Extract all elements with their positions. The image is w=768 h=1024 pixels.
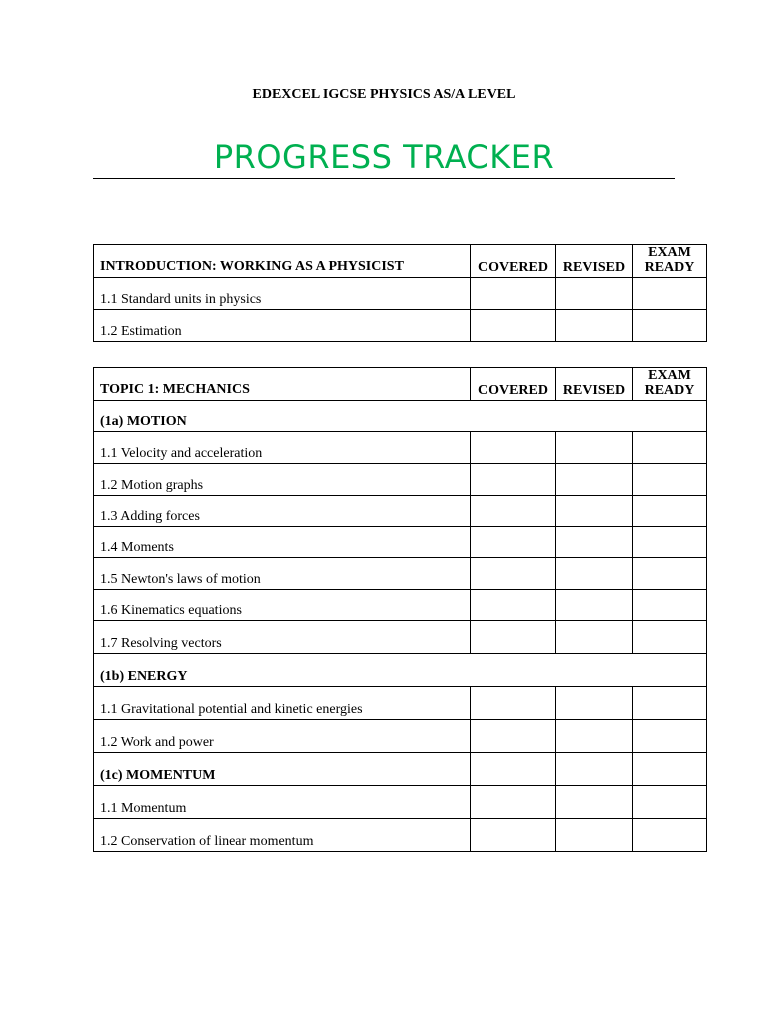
exam-ready-cell[interactable] xyxy=(633,527,707,558)
revised-cell[interactable] xyxy=(556,786,633,819)
row-label: 1.4 Moments xyxy=(94,527,471,558)
table-row xyxy=(94,464,707,496)
exam-ready-header: EXAM READY xyxy=(633,368,707,401)
table-row xyxy=(94,310,707,342)
row-label: 1.6 Kinematics equations xyxy=(94,590,471,621)
exam-ready-cell[interactable] xyxy=(633,310,707,342)
row-label: 1.1 Velocity and acceleration xyxy=(94,432,471,464)
table-row xyxy=(94,687,707,720)
table-row xyxy=(94,432,707,464)
covered-cell[interactable] xyxy=(471,558,556,590)
section-label-momentum: (1c) MOMENTUM xyxy=(94,753,471,786)
revised-cell[interactable] xyxy=(556,432,633,464)
row-label: 1.1 Momentum xyxy=(94,786,471,819)
topic1-tracker-table xyxy=(93,367,707,852)
covered-cell[interactable] xyxy=(471,278,556,310)
section-row-momentum xyxy=(94,753,707,786)
revised-cell[interactable] xyxy=(556,590,633,621)
exam-ready-cell[interactable] xyxy=(633,687,707,720)
covered-cell[interactable] xyxy=(471,527,556,558)
revised-cell[interactable] xyxy=(556,687,633,720)
title-underline xyxy=(93,178,675,179)
table-header-row xyxy=(94,368,707,401)
table-row xyxy=(94,720,707,753)
section-row-energy xyxy=(94,654,707,687)
table-row xyxy=(94,590,707,621)
revised-cell[interactable] xyxy=(556,558,633,590)
topic1-heading: TOPIC 1: MECHANICS xyxy=(94,368,471,401)
exam-ready-cell[interactable] xyxy=(633,819,707,852)
exam-ready-cell[interactable] xyxy=(633,786,707,819)
row-label: 1.1 Gravitational potential and kinetic energies xyxy=(94,687,471,720)
covered-cell[interactable] xyxy=(471,753,556,786)
table-row xyxy=(94,621,707,654)
section-label-energy: (1b) ENERGY xyxy=(94,654,707,687)
exam-ready-cell[interactable] xyxy=(633,432,707,464)
revised-cell[interactable] xyxy=(556,720,633,753)
covered-cell[interactable] xyxy=(471,786,556,819)
exam-ready-cell[interactable] xyxy=(633,464,707,496)
revised-header: REVISED xyxy=(556,245,633,278)
exam-ready-cell[interactable] xyxy=(633,558,707,590)
revised-cell[interactable] xyxy=(556,310,633,342)
covered-cell[interactable] xyxy=(471,590,556,621)
revised-cell[interactable] xyxy=(556,496,633,527)
covered-cell[interactable] xyxy=(471,496,556,527)
covered-cell[interactable] xyxy=(471,432,556,464)
table-row xyxy=(94,496,707,527)
exam-ready-cell[interactable] xyxy=(633,590,707,621)
table-header-row xyxy=(94,245,707,278)
table-row xyxy=(94,786,707,819)
row-label: 1.2 Conservation of linear momentum xyxy=(94,819,471,852)
revised-cell[interactable] xyxy=(556,819,633,852)
table-row xyxy=(94,558,707,590)
revised-cell[interactable] xyxy=(556,621,633,654)
table-row xyxy=(94,527,707,558)
covered-cell[interactable] xyxy=(471,687,556,720)
section-row-motion xyxy=(94,401,707,432)
exam-ready-cell[interactable] xyxy=(633,278,707,310)
row-label: 1.5 Newton's laws of motion xyxy=(94,558,471,590)
revised-cell[interactable] xyxy=(556,753,633,786)
document-subtitle: EDEXCEL IGCSE PHYSICS AS/A LEVEL xyxy=(252,87,516,102)
covered-cell[interactable] xyxy=(471,720,556,753)
section-label-motion: (1a) MOTION xyxy=(94,401,707,432)
table-row xyxy=(94,278,707,310)
row-label: 1.7 Resolving vectors xyxy=(94,621,471,654)
revised-cell[interactable] xyxy=(556,527,633,558)
intro-tracker-table xyxy=(93,244,707,342)
revised-cell[interactable] xyxy=(556,278,633,310)
row-label: 1.2 Motion graphs xyxy=(94,464,471,496)
intro-heading: INTRODUCTION: WORKING AS A PHYSICIST xyxy=(94,245,471,278)
table-row xyxy=(94,819,707,852)
revised-cell[interactable] xyxy=(556,464,633,496)
covered-cell[interactable] xyxy=(471,464,556,496)
exam-ready-cell[interactable] xyxy=(633,496,707,527)
row-label: 1.2 Work and power xyxy=(94,720,471,753)
covered-header: COVERED xyxy=(471,368,556,401)
exam-ready-cell[interactable] xyxy=(633,720,707,753)
covered-header: COVERED xyxy=(471,245,556,278)
row-label: 1.3 Adding forces xyxy=(94,496,471,527)
revised-header: REVISED xyxy=(556,368,633,401)
page-title: PROGRESS TRACKER xyxy=(213,138,555,176)
covered-cell[interactable] xyxy=(471,819,556,852)
exam-ready-header: EXAM READY xyxy=(633,245,707,278)
covered-cell[interactable] xyxy=(471,621,556,654)
exam-ready-cell[interactable] xyxy=(633,753,707,786)
row-label: 1.2 Estimation xyxy=(94,310,471,342)
exam-ready-cell[interactable] xyxy=(633,621,707,654)
row-label: 1.1 Standard units in physics xyxy=(94,278,471,310)
covered-cell[interactable] xyxy=(471,310,556,342)
